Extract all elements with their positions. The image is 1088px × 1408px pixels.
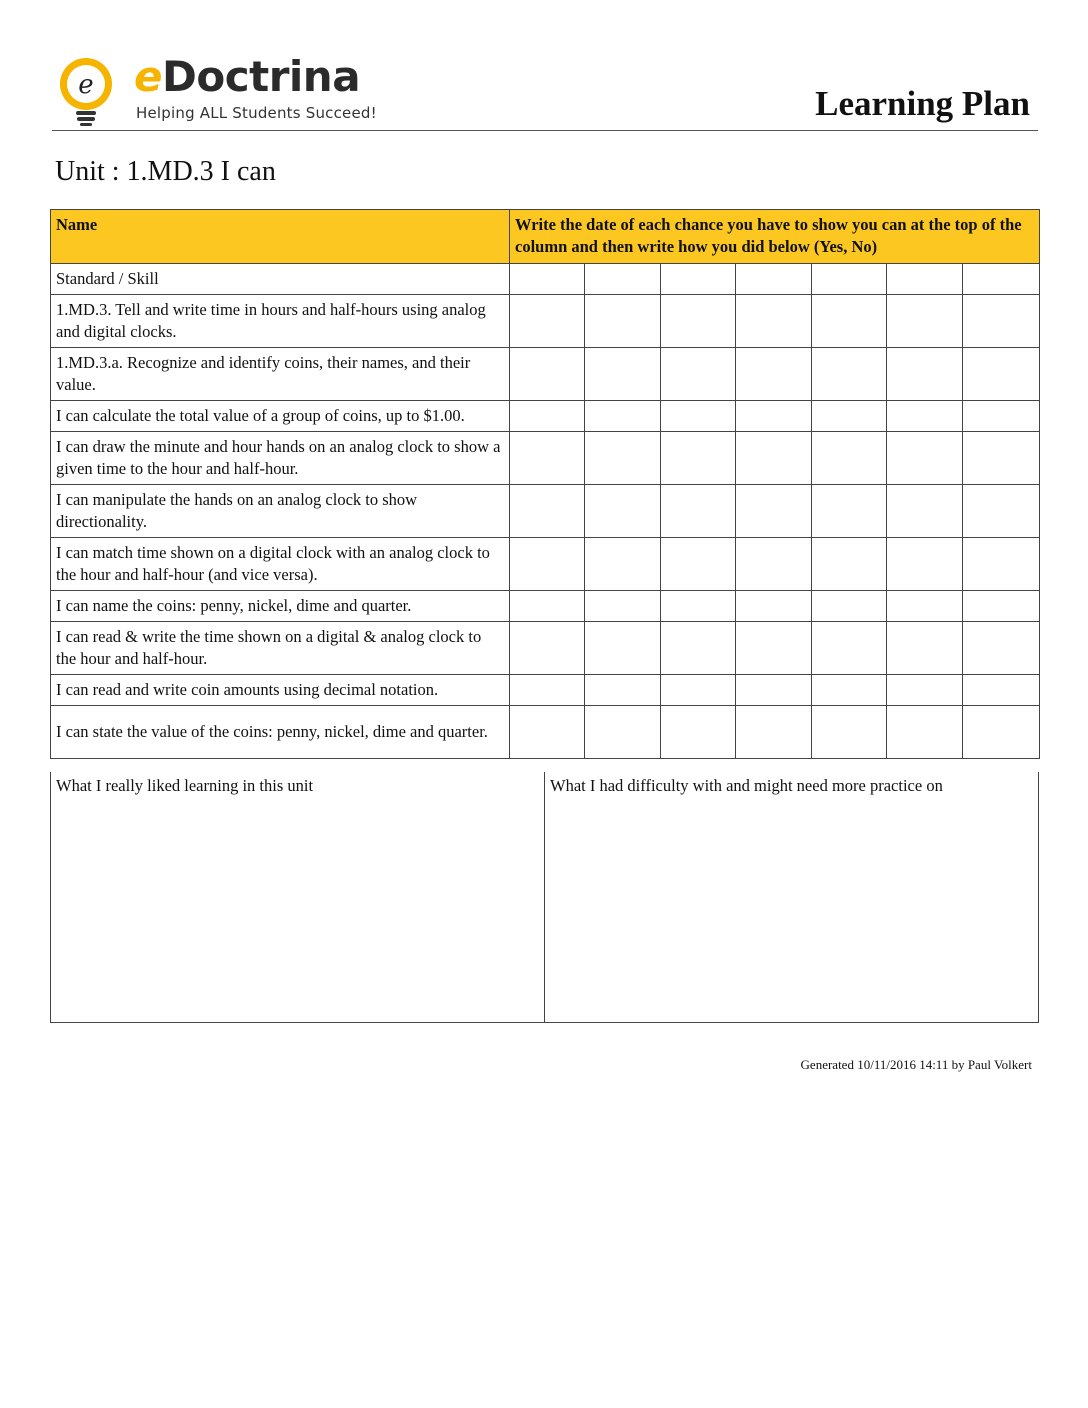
skill-label: I can read & write the time shown on a digital & analog clock to the hour and half-hour. (51, 622, 510, 675)
assessment-cell[interactable] (510, 538, 585, 591)
table-row (51, 295, 1040, 348)
assessment-cell[interactable] (585, 485, 661, 538)
assessment-cell[interactable] (812, 622, 887, 675)
assessment-cell[interactable] (585, 622, 661, 675)
assessment-cell[interactable] (887, 295, 963, 348)
reflection-section (50, 772, 1039, 1023)
assessment-cell[interactable] (736, 538, 812, 591)
assessment-cell[interactable] (812, 295, 887, 348)
assessment-cell[interactable] (661, 348, 736, 401)
assessment-cell[interactable] (887, 706, 963, 759)
skill-label: I can calculate the total value of a group of coins, up to $1.00. (51, 401, 510, 432)
difficulty-label: What I had difficulty with and might need more practice on (550, 776, 943, 795)
assessment-cell[interactable] (510, 706, 585, 759)
assessment-cell[interactable] (661, 295, 736, 348)
assessment-cell[interactable] (963, 295, 1040, 348)
assessment-cell[interactable] (812, 706, 887, 759)
assessment-cell[interactable] (887, 432, 963, 485)
assessment-cell[interactable] (736, 348, 812, 401)
assessment-cell[interactable] (963, 401, 1040, 432)
assessment-cell[interactable] (887, 538, 963, 591)
assessment-cell[interactable] (963, 591, 1040, 622)
name-header: Name (51, 210, 510, 264)
assessment-cell[interactable] (736, 591, 812, 622)
assessment-cell[interactable] (585, 348, 661, 401)
assessment-cell[interactable] (812, 538, 887, 591)
assessment-cell[interactable] (585, 675, 661, 706)
table-row (51, 432, 1040, 485)
assessment-cell[interactable] (736, 706, 812, 759)
assessment-cell[interactable] (585, 295, 661, 348)
assessment-cell[interactable] (887, 485, 963, 538)
assessment-cell[interactable] (963, 538, 1040, 591)
assessment-cell[interactable] (510, 485, 585, 538)
assessment-cell[interactable] (963, 432, 1040, 485)
assessment-cell[interactable] (812, 348, 887, 401)
logo-wordmark: eDoctrina (134, 52, 361, 101)
table-row (51, 675, 1040, 706)
page-header (52, 52, 1038, 131)
assessment-cell[interactable] (887, 622, 963, 675)
skill-label: I can state the value of the coins: penny, nickel, dime and quarter. (51, 706, 510, 759)
table-row (51, 348, 1040, 401)
assessment-cell[interactable] (661, 622, 736, 675)
assessment-cell[interactable] (661, 485, 736, 538)
assessment-cell[interactable] (661, 401, 736, 432)
skill-label: I can manipulate the hands on an analog clock to show directionality. (51, 485, 510, 538)
assessment-cell[interactable] (661, 675, 736, 706)
assessment-cell[interactable] (510, 295, 585, 348)
assessment-cell[interactable] (812, 264, 887, 295)
assessment-cell[interactable] (736, 432, 812, 485)
skill-label: 1.MD.3.a. Recognize and identify coins, their names, and their value. (51, 348, 510, 401)
assessment-cell[interactable] (510, 432, 585, 485)
assessment-cell[interactable] (887, 591, 963, 622)
skill-label: I can name the coins: penny, nickel, dime and quarter. (51, 591, 510, 622)
assessment-cell[interactable] (887, 401, 963, 432)
assessment-cell[interactable] (736, 485, 812, 538)
assessment-cell[interactable] (661, 706, 736, 759)
liked-learning-box[interactable] (51, 772, 545, 1022)
assessment-cell[interactable] (963, 706, 1040, 759)
assessment-cell[interactable] (812, 591, 887, 622)
assessment-cell[interactable] (963, 264, 1040, 295)
table-row (51, 706, 1040, 759)
generated-footer: Generated 10/11/2016 14:11 by Paul Volkert (800, 1057, 1032, 1072)
skill-label: I can read and write coin amounts using decimal notation. (51, 675, 510, 706)
assessment-cell[interactable] (510, 401, 585, 432)
assessment-cell[interactable] (812, 401, 887, 432)
skill-label: I can draw the minute and hour hands on an analog clock to show a given time to the hour and half-hour. (51, 432, 510, 485)
assessment-cell[interactable] (510, 348, 585, 401)
assessment-cell[interactable] (585, 706, 661, 759)
assessment-cell[interactable] (585, 264, 661, 295)
table-header-row (51, 210, 1040, 264)
assessment-cell[interactable] (661, 264, 736, 295)
assessment-cell[interactable] (510, 622, 585, 675)
table-row (51, 264, 1040, 295)
assessment-cell[interactable] (736, 675, 812, 706)
assessment-cell[interactable] (510, 264, 585, 295)
assessment-cell[interactable] (510, 591, 585, 622)
table-row (51, 401, 1040, 432)
assessment-cell[interactable] (963, 675, 1040, 706)
page-title: Learning Plan (815, 84, 1030, 123)
assessment-cell[interactable] (585, 591, 661, 622)
table-row (51, 485, 1040, 538)
assessment-cell[interactable] (585, 401, 661, 432)
assessment-cell[interactable] (736, 264, 812, 295)
assessment-cell[interactable] (736, 295, 812, 348)
assessment-cell[interactable] (661, 432, 736, 485)
table-row (51, 538, 1040, 591)
skill-label: Standard / Skill (51, 264, 510, 295)
assessment-cell[interactable] (585, 538, 661, 591)
assessment-cell[interactable] (812, 432, 887, 485)
table-row (51, 591, 1040, 622)
lightbulb-icon (56, 54, 130, 128)
assessment-cell[interactable] (887, 348, 963, 401)
assessment-cell[interactable] (585, 432, 661, 485)
unit-title: Unit : 1.MD.3 I can (55, 156, 276, 187)
assessment-cell[interactable] (812, 485, 887, 538)
difficulty-box[interactable] (545, 772, 1038, 1022)
assessment-cell[interactable] (812, 675, 887, 706)
skill-label: 1.MD.3. Tell and write time in hours and half-hours using analog and digital clocks. (51, 295, 510, 348)
assessment-cell[interactable] (963, 348, 1040, 401)
assessment-cell[interactable] (736, 401, 812, 432)
assessment-cell[interactable] (887, 264, 963, 295)
learning-plan-table (50, 209, 1040, 759)
table-row (51, 622, 1040, 675)
assessment-cell[interactable] (887, 675, 963, 706)
instructions-header: Write the date of each chance you have to show you can at the top of the column and then write how you did below (Yes, No) (510, 210, 1040, 264)
assessment-cell[interactable] (661, 538, 736, 591)
assessment-cell[interactable] (736, 622, 812, 675)
assessment-cell[interactable] (661, 591, 736, 622)
edoctrina-logo (56, 54, 376, 126)
skill-label: I can match time shown on a digital clock with an analog clock to the hour and half-hour (and vice versa). (51, 538, 510, 591)
assessment-cell[interactable] (963, 622, 1040, 675)
logo-tagline: Helping ALL Students Succeed! (136, 104, 377, 122)
assessment-cell[interactable] (963, 485, 1040, 538)
assessment-cell[interactable] (510, 675, 585, 706)
liked-learning-label: What I really liked learning in this unit (56, 776, 314, 795)
svg-text:e: e (78, 70, 94, 100)
